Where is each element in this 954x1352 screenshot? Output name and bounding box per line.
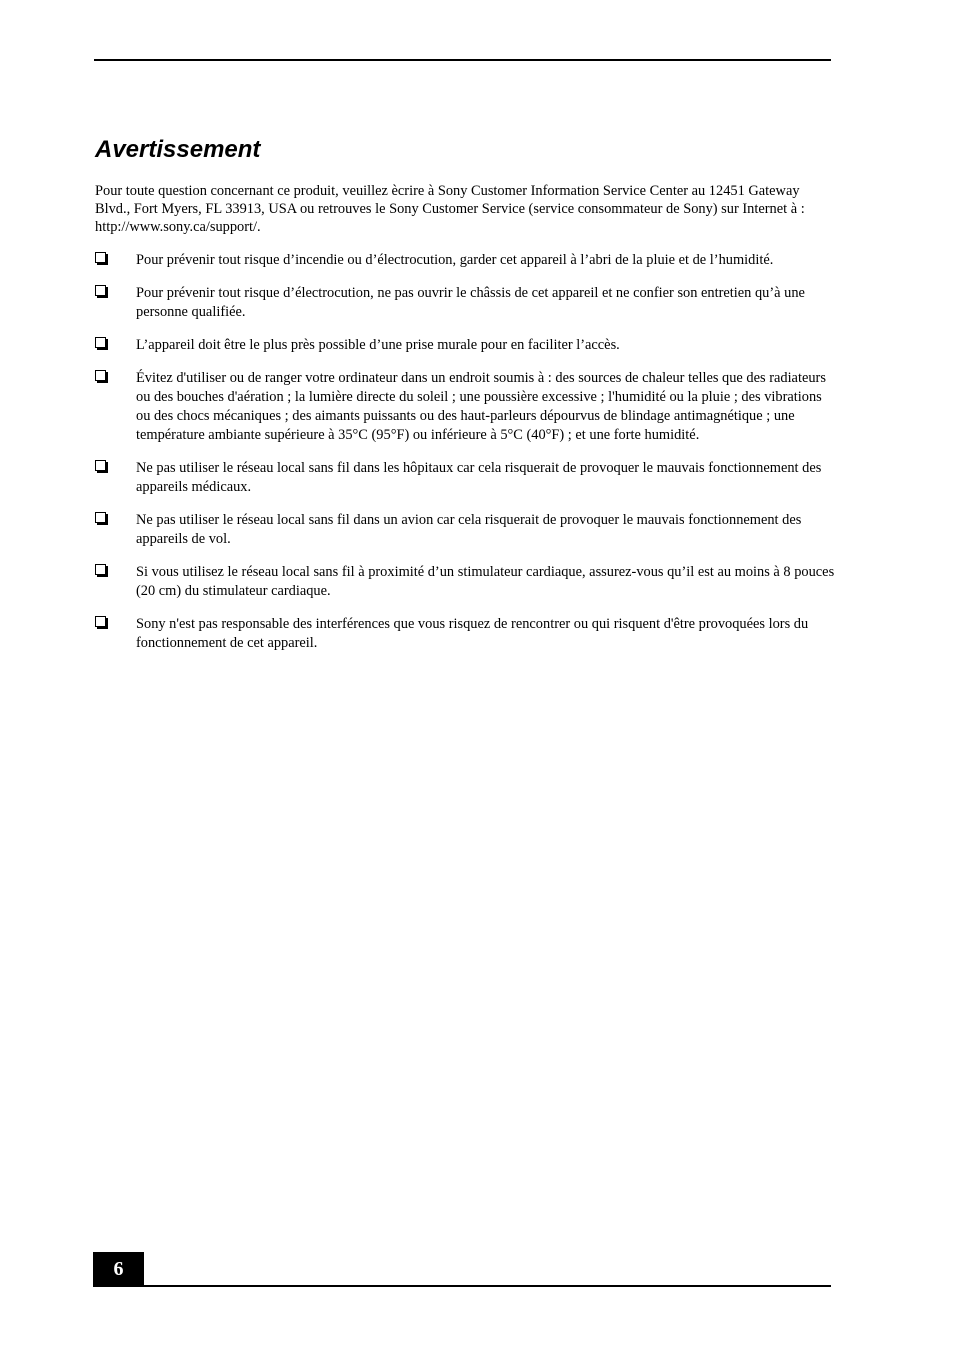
checkbox-icon (95, 512, 106, 523)
bottom-rule (144, 1285, 831, 1287)
list-item (95, 251, 835, 270)
page-number: 6 (93, 1252, 144, 1287)
list-item (95, 336, 835, 355)
checkbox-icon (95, 370, 106, 381)
checkbox-icon (95, 616, 106, 627)
checkbox-icon (95, 564, 106, 575)
warning-list (95, 251, 835, 667)
list-item-text: Sony n'est pas responsable des interférences que vous risquez de rencontrer ou qui risquent d'être provoquées lors du fonctionnement de cet appareil. (136, 616, 809, 651)
page-title: Avertissement (95, 136, 261, 163)
checkbox-icon (95, 460, 106, 471)
list-item-text: L’appareil doit être le plus près possible d’une prise murale pour en faciliter l’accès. (136, 337, 620, 353)
list-item-text: Si vous utilisez le réseau local sans fil à proximité d’un stimulateur cardiaque, assurez-vous qu’il est au moins à 8 pouces (20 cm) du stimulateur cardiaque. (136, 564, 835, 599)
list-item-text: Pour prévenir tout risque d’électrocution, ne pas ouvrir le châssis de cet appareil et ne confier son entretien qu’à une personne qualifiée. (136, 285, 805, 320)
list-item-text: Évitez d'utiliser ou de ranger votre ordinateur dans un endroit soumis à : des sources de chaleur telles que des radiateurs ou des bouches d'aération ; la lumière directe du soleil ; une poussière excessive ; l'humidité ou la pluie ; des vibrations ou des chocs mécaniques ; des aimants puissants ou des haut-parleurs dépourvus de blindage antimagnétique ; une température ambiante supérieure à 35°C (95°F) ou inférieure à 5°C (40°F) ; et une forte humidité. (136, 370, 826, 443)
list-item-text: Pour prévenir tout risque d’incendie ou d’électrocution, garder cet appareil à l’abri de la pluie et de l’humidité. (136, 252, 774, 268)
checkbox-icon (95, 252, 106, 263)
list-item (95, 615, 835, 653)
checkbox-icon (95, 337, 106, 348)
intro-paragraph: Pour toute question concernant ce produit, veuillez ècrire à Sony Customer Information Service Center au 12451 Gateway Blvd., Fort Myers, FL 33913, USA ou retrouves le Sony Customer Service (service consommateur de Sony) sur Internet à : http://www.sony.ca/support/. (95, 183, 805, 235)
list-item (95, 563, 835, 601)
list-item (95, 459, 835, 497)
list-item (95, 369, 835, 445)
checkbox-icon (95, 285, 106, 296)
list-item-text: Ne pas utiliser le réseau local sans fil dans les hôpitaux car cela risquerait de provoquer le mauvais fonctionnement des appareils médicaux. (136, 460, 822, 495)
list-item-text: Ne pas utiliser le réseau local sans fil dans un avion car cela risquerait de provoquer le mauvais fonctionnement des appareils de vol. (136, 512, 802, 547)
top-rule (94, 59, 831, 61)
list-item (95, 511, 835, 549)
list-item (95, 284, 835, 322)
